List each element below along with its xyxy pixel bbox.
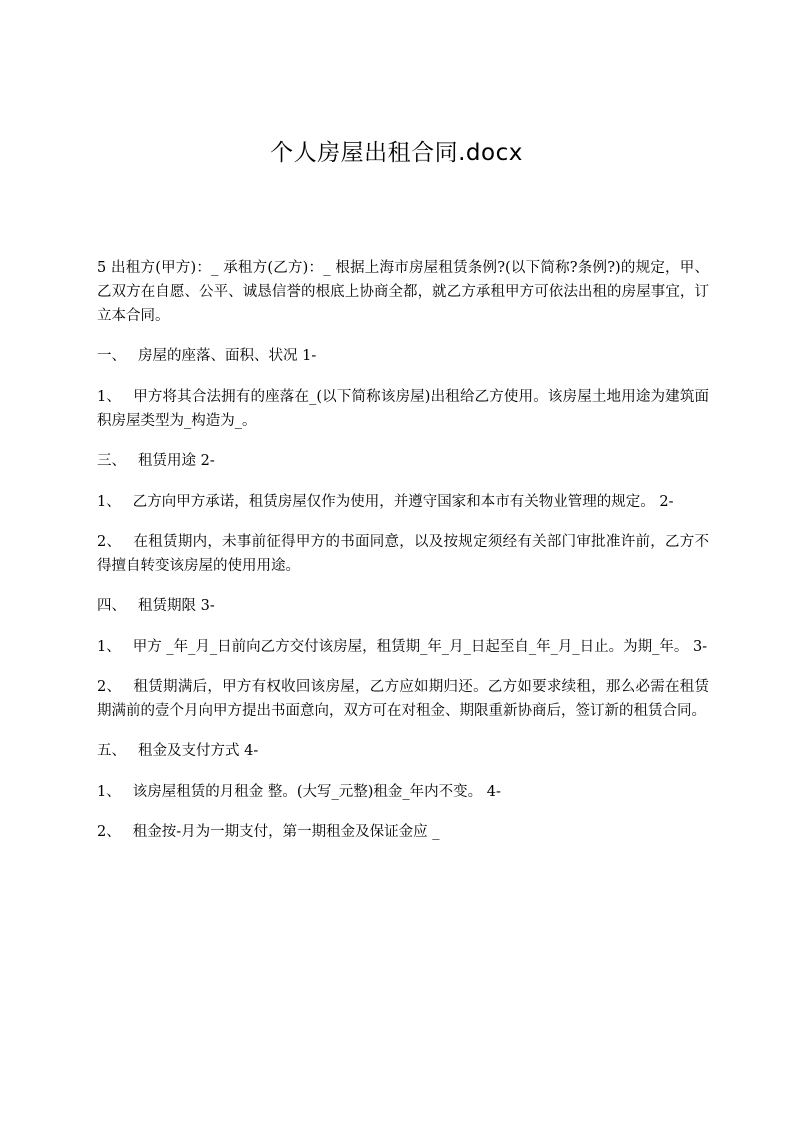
paragraph-prefix: 1、 [97, 784, 121, 800]
clause-3-2 [97, 530, 709, 578]
paragraph-prefix: 1、 [97, 639, 121, 655]
paragraph-prefix: 一、 [97, 348, 126, 364]
paragraph-prefix: 1、 [97, 494, 121, 510]
section-heading-4 [97, 594, 709, 618]
paragraph-prefix: 2、 [97, 824, 121, 840]
paragraph-text: 乙方向甲方承诺，租赁房屋仅作为使用，并遵守国家和本市有关物业管理的规定。 2- [132, 494, 674, 510]
paragraph-text: 在租赁期内，未事前征得甲方的书面同意，以及按规定须经有关部门审批准许前，乙方不得擅自转变该房屋的使用用途。 [97, 534, 710, 574]
paragraph-prefix: 2、 [97, 679, 122, 695]
section-heading-3 [97, 449, 709, 473]
clause-4-2 [97, 675, 709, 723]
paragraph-text: 租金及支付方式 4- [138, 743, 259, 759]
paragraph-intro [97, 256, 709, 328]
paragraph-text: 5 出租方(甲方)：_ 承租方(乙方)：_ 根据上海市房屋租赁条例?(以下简称?条例?)的规定，甲、乙双方在自愿、公平、诚恳信誉的根底上协商全都，就乙方承租甲方可依法出租的房屋事宜，订立本合同。 [97, 260, 709, 324]
section-heading-5 [97, 739, 709, 763]
paragraph-text: 甲方 _年_月_日前向乙方交付该房屋，租赁期_年_月_日起至自_年_月_日止。为期_年。 3- [132, 639, 708, 655]
clause-3-1 [97, 490, 709, 514]
clause-5-1 [97, 780, 709, 804]
paragraph-prefix: 四、 [97, 598, 126, 614]
document-body [97, 256, 709, 860]
paragraph-prefix: 五、 [97, 743, 126, 759]
paragraph-text: 租赁期限 3- [138, 598, 215, 614]
paragraph-prefix: 1、 [97, 389, 122, 405]
paragraph-prefix: 2、 [97, 534, 122, 550]
clause-5-2 [97, 820, 709, 844]
section-heading-1 [97, 344, 709, 368]
paragraph-text: 甲方将其合法拥有的座落在_(以下简称该房屋)出租给乙方使用。该房屋土地用途为建筑面积房屋类型为_构造为_。 [97, 389, 709, 429]
document-title: 个人房屋出租合同.docx [270, 140, 523, 166]
paragraph-prefix: 三、 [97, 453, 126, 469]
clause-1-1 [97, 385, 709, 433]
paragraph-text: 该房屋租赁的月租金 整。(大写_元整)租金_年内不变。 4- [132, 784, 501, 800]
paragraph-text: 租赁用途 2- [138, 453, 215, 469]
paragraph-text: 房屋的座落、面积、状况 1- [138, 348, 317, 364]
clause-4-1 [97, 635, 709, 659]
paragraph-text: 租金按-月为一期支付，第一期租金及保证金应 _ [132, 824, 440, 840]
paragraph-text: 租赁期满后，甲方有权收回该房屋，乙方应如期归还。乙方如要求续租，那么必需在租赁期满前的壹个月向甲方提出书面意向，双方可在对租金、期限重新协商后，签订新的租赁合同。 [97, 679, 710, 719]
